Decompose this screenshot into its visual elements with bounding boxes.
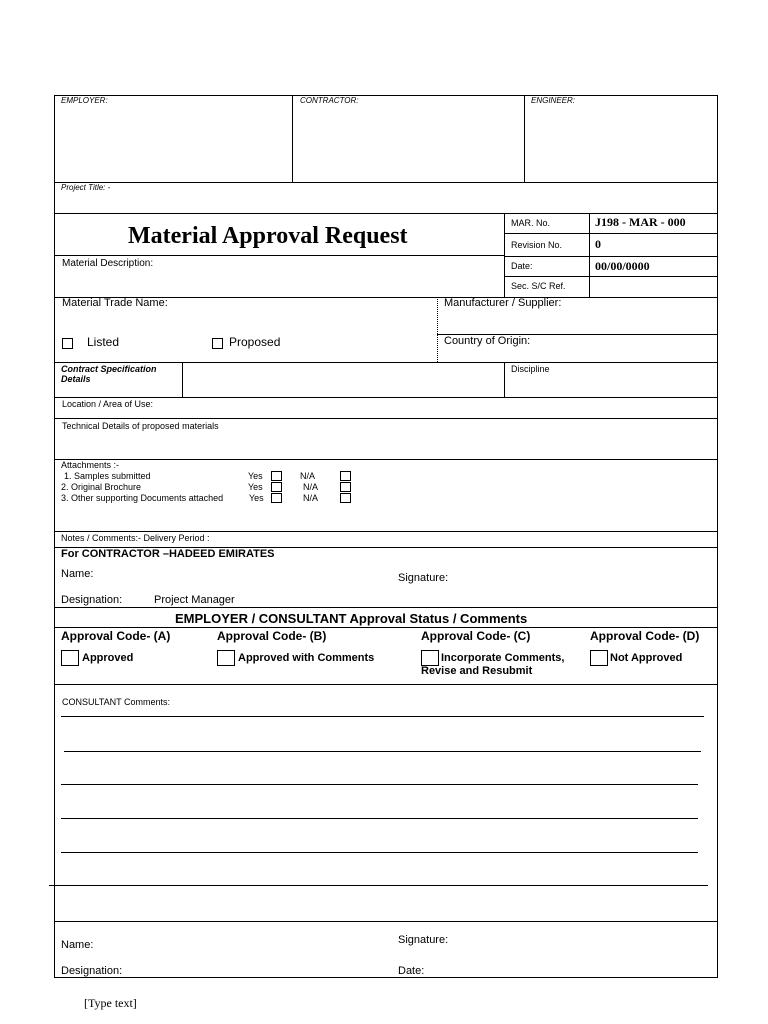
attachment-yes-label: Yes	[249, 493, 264, 503]
not-approved-label: Not Approved	[610, 652, 683, 664]
approved-label: Approved	[82, 652, 134, 664]
attachment-na-label: N/A	[303, 482, 319, 492]
divider	[524, 95, 525, 182]
attachment-yes-checkbox[interactable]	[271, 493, 282, 503]
consultant-name-label: Name:	[61, 939, 94, 951]
country-label: Country of Origin:	[444, 335, 531, 347]
incorporate-comments-checkbox[interactable]	[421, 650, 439, 666]
divider	[589, 213, 590, 297]
approved-with-comments-checkbox[interactable]	[217, 650, 235, 666]
approved-with-comments-label: Approved with Comments	[238, 652, 375, 664]
page-title: Material Approval Request	[128, 223, 408, 249]
comment-line[interactable]	[61, 818, 698, 819]
divider	[504, 362, 505, 397]
divider	[54, 607, 718, 608]
attachment-na-checkbox[interactable]	[340, 493, 351, 503]
date-label: Date:	[511, 261, 533, 271]
approval-code-c: Approval Code- (C)	[421, 629, 531, 643]
incorporate-comments-label: Incorporate Comments,	[441, 652, 565, 664]
approval-code-a: Approval Code- (A)	[61, 629, 171, 643]
divider	[54, 921, 718, 922]
divider	[54, 531, 718, 532]
material-description-label: Material Description:	[62, 258, 154, 269]
spec-label-details: Details	[61, 374, 91, 384]
contractor-label: CONTRACTOR:	[300, 96, 359, 105]
trade-name-label: Material Trade Name:	[62, 297, 168, 309]
attachment-na-label: N/A	[300, 471, 316, 481]
listed-checkbox[interactable]	[62, 338, 73, 349]
revision-label: Revision No.	[511, 240, 563, 250]
attachment-item-label: 2. Original Brochure	[61, 482, 142, 492]
divider	[54, 627, 718, 628]
manufacturer-label: Manufacturer / Supplier:	[444, 297, 562, 309]
comment-line[interactable]	[64, 751, 701, 752]
footer-placeholder[interactable]: [Type text]	[84, 996, 137, 1010]
divider	[504, 256, 718, 257]
contractor-signature-label: Signature:	[398, 572, 449, 584]
revise-resubmit-label: Revise and Resubmit	[421, 665, 533, 677]
attachment-na-label: N/A	[303, 493, 319, 503]
technical-label: Technical Details of proposed materials	[62, 421, 219, 431]
divider	[292, 95, 293, 182]
consultant-signature-label: Signature:	[398, 934, 449, 946]
attachment-item-label: 1. Samples submitted	[64, 471, 151, 481]
divider	[54, 362, 718, 363]
listed-label: Listed	[87, 335, 120, 349]
date-value: 00/00/0000	[595, 259, 650, 273]
divider	[54, 255, 504, 256]
contractor-name-label: Name:	[61, 568, 94, 580]
revision-value: 0	[595, 237, 601, 251]
comment-line[interactable]	[49, 885, 708, 886]
divider	[504, 233, 718, 234]
comment-line[interactable]	[61, 852, 698, 853]
attachment-yes-checkbox[interactable]	[271, 471, 282, 481]
discipline-label: Discipline	[511, 364, 550, 374]
contractor-designation-label: Designation:	[61, 594, 123, 606]
attachment-yes-label: Yes	[248, 471, 263, 481]
attachments-heading: Attachments :-	[61, 460, 120, 470]
approved-checkbox[interactable]	[61, 650, 79, 666]
contractor-heading: For CONTRACTOR –HADEED EMIRATES	[61, 548, 275, 560]
divider	[54, 397, 718, 398]
attachment-item-label: 3. Other supporting Documents attached	[61, 493, 224, 503]
location-label: Location / Area of Use:	[62, 399, 154, 409]
proposed-checkbox[interactable]	[212, 338, 223, 349]
divider	[54, 182, 718, 183]
not-approved-checkbox[interactable]	[590, 650, 608, 666]
consultant-comments-label: CONSULTANT Comments:	[62, 697, 171, 707]
divider	[54, 213, 718, 214]
mar-no-value: J198 - MAR - 000	[595, 215, 686, 229]
divider	[504, 213, 505, 297]
divider	[54, 459, 718, 460]
attachment-na-checkbox[interactable]	[340, 482, 351, 492]
consultant-date-label: Date:	[398, 965, 425, 977]
approval-code-d: Approval Code- (D)	[590, 629, 700, 643]
divider	[437, 297, 438, 362]
attachment-na-checkbox[interactable]	[340, 471, 351, 481]
attachment-yes-label: Yes	[248, 482, 263, 492]
project-title-label: Project Title: -	[61, 183, 111, 192]
divider	[54, 684, 718, 685]
divider	[182, 362, 183, 397]
sec-ref-label: Sec. S/C Ref.	[511, 281, 566, 291]
comment-line[interactable]	[61, 784, 698, 785]
approval-code-b: Approval Code- (B)	[217, 629, 327, 643]
consultant-designation-label: Designation:	[61, 965, 123, 977]
attachment-yes-checkbox[interactable]	[271, 482, 282, 492]
spec-label: Contract Specification	[61, 364, 157, 374]
contractor-designation-value: Project Manager	[154, 594, 235, 606]
divider	[54, 418, 718, 419]
engineer-label: ENGINEER:	[531, 96, 576, 105]
notes-label: Notes / Comments:- Delivery Period :	[61, 533, 210, 543]
mar-no-label: MAR. No.	[511, 218, 551, 228]
divider	[504, 276, 718, 277]
employer-label: EMPLOYER:	[61, 96, 108, 105]
proposed-label: Proposed	[229, 335, 281, 349]
comment-line[interactable]	[61, 716, 704, 717]
approval-heading: EMPLOYER / CONSULTANT Approval Status / Comments	[175, 611, 528, 626]
